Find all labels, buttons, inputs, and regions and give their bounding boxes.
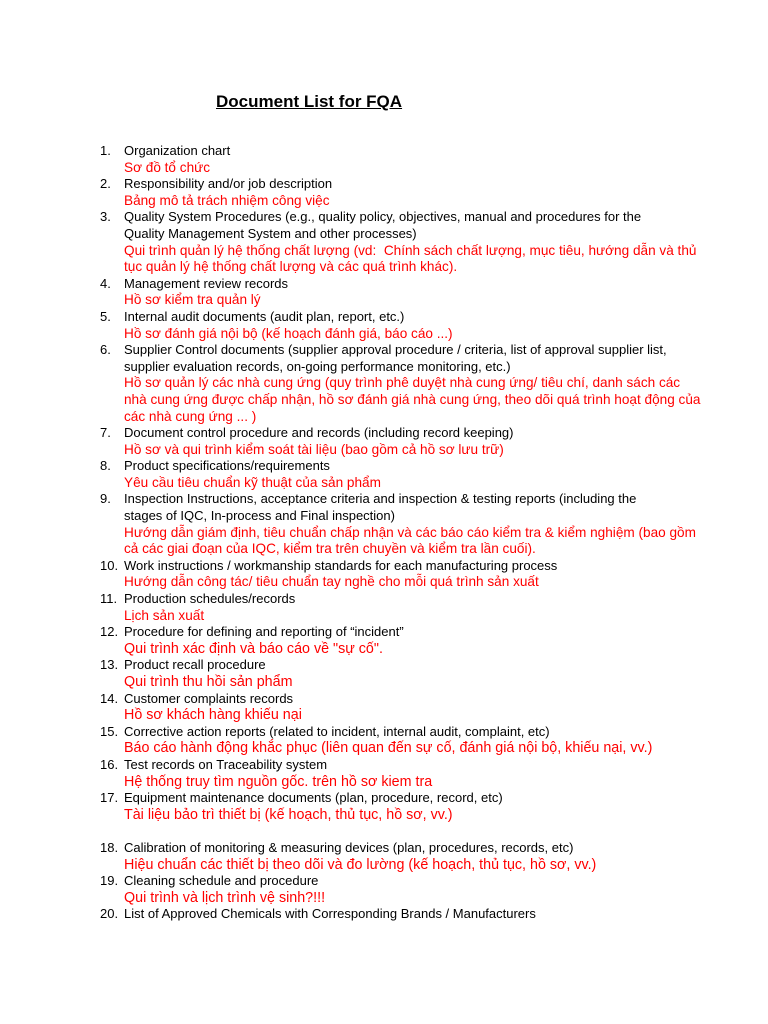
item-title-vi: Hướng dẫn giám định, tiêu chuẩn chấp nhận và các báo cáo kiểm tra & kiểm nghiệm (bao gồm	[124, 524, 696, 540]
item-title-en: Corrective action reports (related to incident, internal audit, complaint, etc)	[124, 723, 550, 739]
item-number: 16.	[100, 756, 119, 772]
item-title-vi: Hiệu chuẩn các thiết bị theo dõi và đo lường (kế hoạch, thủ tục, hồ sơ, vv.)	[124, 856, 597, 873]
item-title-en: Calibration of monitoring & measuring devices (plan, procedures, records, etc)	[124, 839, 574, 855]
item-title-vi-continued: tục quản lý hệ thống chất lượng và các quá trình khác).	[124, 259, 458, 275]
item-number: 5.	[100, 308, 111, 324]
item-title-en: List of Approved Chemicals with Corresponding Brands / Manufacturers	[124, 906, 536, 922]
item-number: 17.	[100, 790, 119, 806]
item-number: 18.	[100, 839, 119, 855]
item-title-vi: Qui trình và lịch trình vệ sinh?!!!	[124, 889, 326, 906]
blank-line	[100, 823, 740, 840]
list-item	[100, 209, 740, 275]
item-title-vi: Hồ sơ kiểm tra quản lý	[124, 292, 261, 308]
item-title-vi: Lịch sản xuất	[124, 607, 205, 623]
list-item	[100, 558, 740, 591]
item-number: 7.	[100, 425, 111, 441]
item-number: 19.	[100, 873, 119, 889]
item-title-en: Test records on Traceability system	[124, 756, 328, 772]
item-title-vi: Hướng dẫn công tác/ tiêu chuẩn tay nghề cho mỗi quá trình sản xuất	[124, 574, 539, 590]
item-number: 6.	[100, 342, 111, 358]
list-item	[100, 425, 740, 458]
item-title-en: Supplier Control documents (supplier approval procedure / criteria, list of approval supplier list,	[124, 342, 667, 358]
item-title-en: Customer complaints records	[124, 690, 294, 706]
list-item	[100, 657, 740, 690]
item-title-en: Responsibility and/or job description	[124, 176, 333, 192]
item-title-vi: Qui trình quản lý hệ thống chất lượng (vd: Chính sách chất lượng, mục tiêu, hướng dẫn và thủ	[124, 242, 697, 258]
list-item	[100, 790, 740, 823]
list-item	[100, 873, 740, 906]
list-item	[100, 724, 740, 757]
item-title-vi: Bảng mô tả trách nhiệm công việc	[124, 192, 330, 208]
list-item	[100, 309, 740, 342]
item-title-vi: Hồ sơ khách hàng khiếu nại	[124, 707, 302, 724]
item-title-en: Product specifications/requirements	[124, 458, 330, 474]
item-title-vi-continued: nhà cung ứng được chấp nhận, hồ sơ đánh giá nhà cung ứng, theo dõi quá trình hoạt động của	[124, 391, 701, 407]
item-title-en: Equipment maintenance documents (plan, procedure, record, etc)	[124, 790, 503, 806]
item-title-vi: Qui trình thu hồi sản phẩm	[124, 674, 293, 690]
list-item	[100, 458, 740, 491]
item-number: 10.	[100, 557, 119, 573]
item-number: 14.	[100, 690, 119, 706]
item-number: 1.	[100, 143, 111, 158]
item-number: 11.	[100, 591, 118, 607]
list-item	[100, 906, 740, 923]
item-title-vi: Qui trình xác định và báo cáo về "sự cố".	[124, 640, 383, 657]
item-title-vi-continued: cả các giai đoạn của IQC, kiểm tra trên chuyền và kiểm tra lần cuối).	[124, 541, 536, 557]
item-title-en: Inspection Instructions, acceptance criteria and inspection & testing reports (including the	[124, 491, 637, 507]
list-item	[100, 757, 740, 790]
item-number: 9.	[100, 491, 111, 507]
item-number: 8.	[100, 458, 111, 474]
item-title-en: Cleaning schedule and procedure	[124, 873, 319, 889]
item-title-vi-continued: các nhà cung ứng ... )	[124, 408, 257, 424]
item-title-en-continued: stages of IQC, In-process and Final inspection)	[124, 508, 395, 524]
list-item	[100, 591, 740, 624]
item-title-vi: Sơ đồ tổ chức	[124, 159, 211, 175]
item-title-en-continued: Quality Management System and other processes)	[124, 225, 417, 241]
item-number: 20.	[100, 906, 119, 922]
list-item	[100, 143, 740, 176]
list-item	[100, 691, 740, 724]
item-title-vi: Hồ sơ quản lý các nhà cung ứng (quy trình phê duyệt nhà cung ứng/ tiêu chí, danh sách các	[124, 375, 681, 391]
item-title-vi: Tài liệu bảo trì thiết bị (kế hoạch, thủ tục, hồ sơ, vv.)	[124, 806, 453, 823]
item-number: 4.	[100, 275, 111, 291]
item-title-en-continued: supplier evaluation records, on-going performance monitoring, etc.)	[124, 358, 511, 374]
item-number: 12.	[100, 624, 119, 640]
list-item	[100, 276, 740, 309]
item-title-en: Product recall procedure	[124, 657, 266, 673]
item-title-vi: Hệ thống truy tìm nguồn gốc. trên hồ sơ kiem tra	[124, 773, 433, 790]
item-number: 3.	[100, 209, 111, 225]
list-item	[100, 624, 740, 657]
item-number: 13.	[100, 657, 119, 673]
item-title-en: Organization chart	[124, 143, 231, 158]
item-title-en: Production schedules/records	[124, 591, 296, 607]
item-title-vi: Báo cáo hành động khắc phục (liên quan đến sự cố, đánh giá nội bộ, khiếu nại, vv.)	[124, 740, 653, 757]
item-title-en: Work instructions / workmanship standards for each manufacturing process	[124, 557, 558, 573]
item-title-vi: Yêu cầu tiêu chuẩn kỹ thuật của sản phẩm	[124, 474, 381, 490]
item-number: 2.	[100, 176, 111, 192]
item-title-vi: Hồ sơ đánh giá nội bộ (kế hoạch đánh giá, báo cáo ...)	[124, 325, 453, 341]
item-title-vi: Hồ sơ và qui trình kiểm soát tài liệu (bao gồm cả hồ sơ lưu trữ)	[124, 441, 504, 457]
page-title: Document List for FQA	[216, 92, 403, 111]
list-item	[100, 176, 740, 209]
item-title-en: Procedure for defining and reporting of “incident”	[124, 624, 404, 640]
item-number: 15.	[100, 723, 119, 739]
item-title-en: Internal audit documents (audit plan, report, etc.)	[124, 308, 405, 324]
document-list	[100, 143, 740, 923]
list-item	[100, 342, 740, 425]
item-title-en: Management review records	[124, 275, 289, 291]
item-title-en: Document control procedure and records (including record keeping)	[124, 425, 514, 441]
item-title-en: Quality System Procedures (e.g., quality policy, objectives, manual and procedures for the	[124, 209, 642, 225]
list-item	[100, 840, 740, 873]
list-item	[100, 491, 740, 557]
